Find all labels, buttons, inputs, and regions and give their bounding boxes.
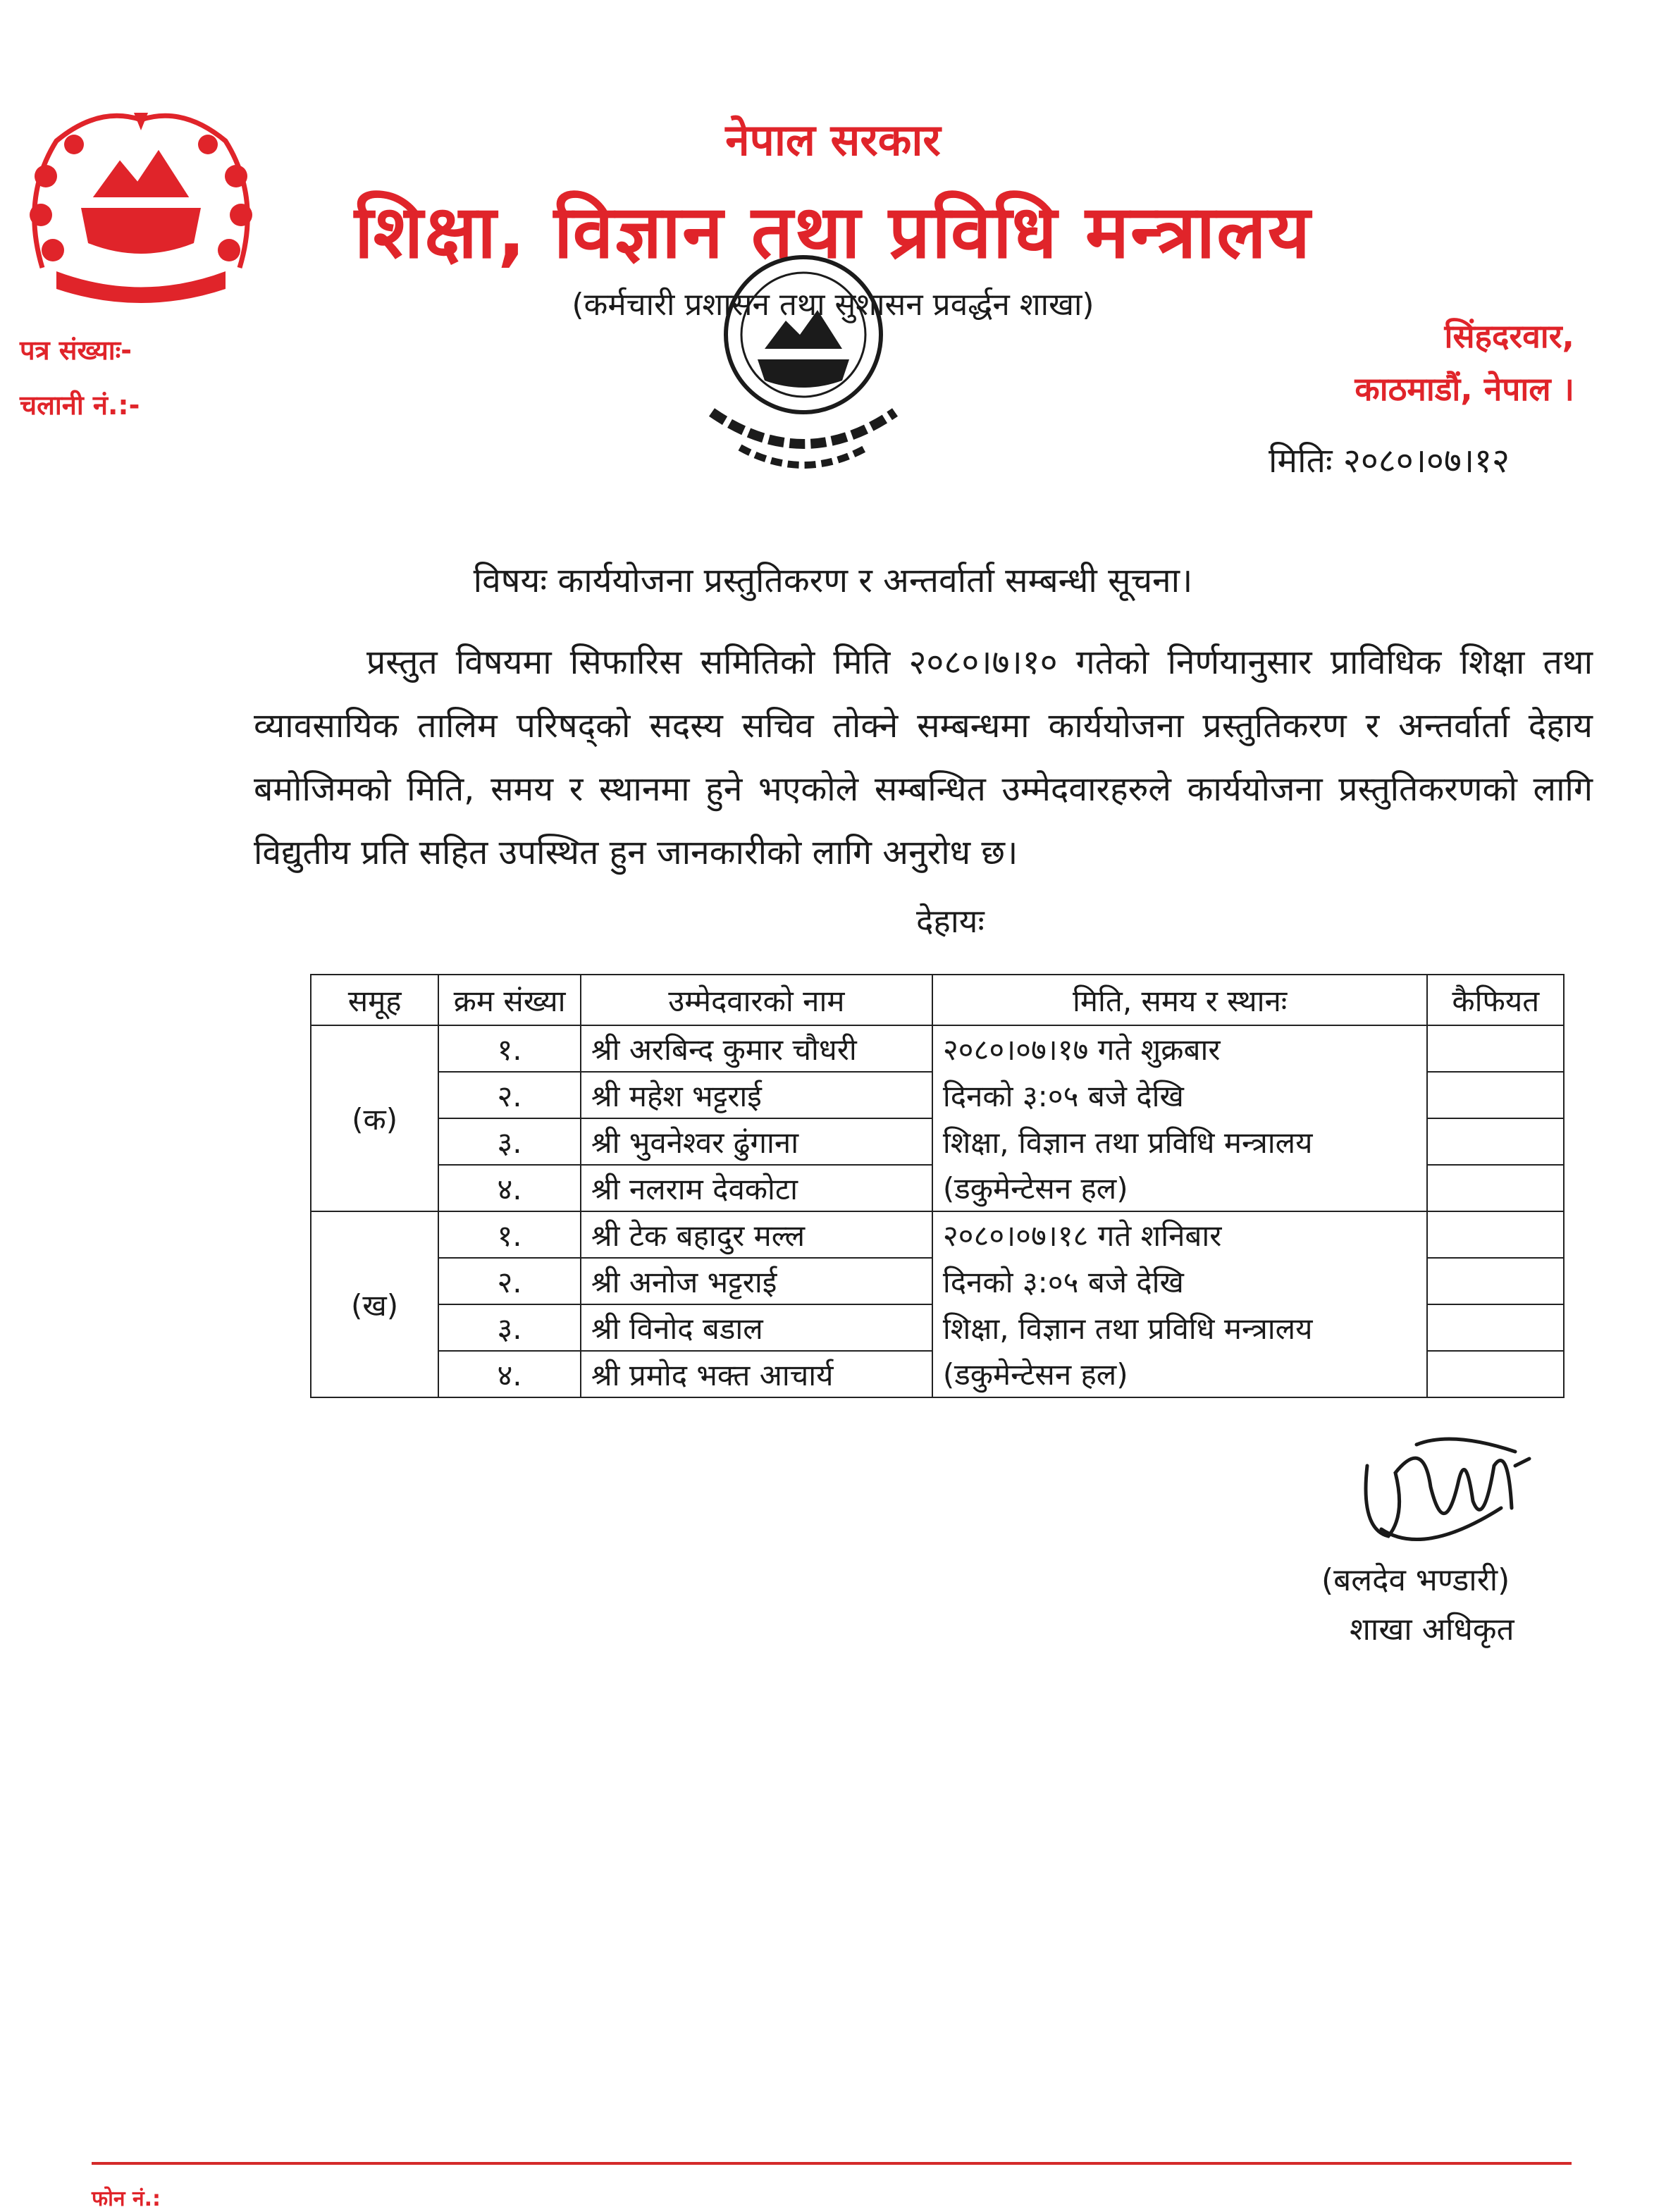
government-title: नेपाल सरकार — [725, 114, 941, 166]
candidate-name: श्री विनोद बडाल — [581, 1304, 932, 1351]
ministry-title: शिक्षा, विज्ञान तथा प्रविधि मन्त्रालय — [354, 189, 1312, 275]
address-line-2: काठमाडौं, नेपाल । — [1355, 370, 1574, 408]
signatory-name: (बलदेव भण्डारी) — [1321, 1562, 1510, 1598]
group-label: (ख) — [311, 1211, 438, 1397]
schedule-info: २०८०।०७।१७ गते शुक्रबार — [932, 1025, 1428, 1072]
remarks-cell — [1427, 1165, 1564, 1211]
schedule-info: दिनको ३:०५ बजे देखि — [932, 1258, 1428, 1304]
schedule-info: शिक्षा, विज्ञान तथा प्रविधि मन्त्रालय — [932, 1118, 1428, 1165]
serial-cell: २. — [438, 1072, 581, 1118]
serial-cell: ४. — [438, 1165, 581, 1211]
interview-schedule-table — [310, 974, 1565, 1398]
handwritten-signature — [1339, 1423, 1565, 1571]
table-row — [311, 1118, 1564, 1165]
dispatch-number-label: चलानी नं.:- — [20, 390, 140, 421]
header-date-time-venue: मिति, समय र स्थानः — [932, 975, 1428, 1025]
table-row — [311, 1165, 1564, 1211]
table-row — [311, 1072, 1564, 1118]
signatory-designation: शाखा अधिकृत — [1350, 1612, 1514, 1648]
subject-line: विषयः कार्ययोजना प्रस्तुतिकरण र अन्तर्वार्ता सम्बन्धी सूचना। — [473, 561, 1193, 600]
table-row — [311, 1351, 1564, 1397]
schedule-info: शिक्षा, विज्ञान तथा प्रविधि मन्त्रालय — [932, 1304, 1428, 1351]
footer-phone-label: फोन नं.: — [92, 2187, 161, 2211]
remarks-cell — [1427, 1025, 1564, 1072]
header-remarks: कैफियत — [1427, 975, 1564, 1025]
notice-body: प्रस्तुत विषयमा सिफारिस समितिको मिति २०८०।७।१० गतेको निर्णयानुसार प्राविधिक शिक्षा तथा व्यावसायिक तालिम परिषद्को सदस्य सचिव तोक्ने सम्बन्धमा कार्ययोजना प्रस्तुतिकरण र अन्तर्वार्ता देहाय बमोजिमको मिति, समय र स्थानमा हुने भएकोले सम्बन्धित उम्मेदवारहरुले कार्ययोजना प्रस्तुतिकरणको लागि विद्युतीय प्रति सहित उपस्थित हुन जानकारीको लागि अनुरोध छ। — [254, 643, 1593, 872]
header-candidate-name: उम्मेदवारको नाम — [581, 975, 932, 1025]
remarks-cell — [1427, 1118, 1564, 1165]
remarks-cell — [1427, 1351, 1564, 1397]
candidate-name: श्री महेश भट्टराई — [581, 1072, 932, 1118]
table-row — [311, 1025, 1564, 1072]
candidate-name: श्री अरबिन्द कुमार चौधरी — [581, 1025, 932, 1072]
candidate-name: श्री भुवनेश्वर ढुंगाना — [581, 1118, 932, 1165]
schedule-info: २०८०।०७।१८ गते शनिबार — [932, 1211, 1428, 1258]
remarks-cell — [1427, 1258, 1564, 1304]
schedule-info: (डकुमेन्टेसन हल) — [932, 1165, 1428, 1211]
header-serial: क्रम संख्या — [438, 975, 581, 1025]
letter-number-label: पत्र संख्याः- — [20, 335, 132, 366]
address-line-1: सिंहदरवार, — [1444, 317, 1574, 355]
official-stamp — [634, 243, 973, 497]
table-row — [311, 1258, 1564, 1304]
table-header-row — [311, 975, 1564, 1025]
group-label: (क) — [311, 1025, 438, 1211]
serial-cell: ३. — [438, 1118, 581, 1165]
schedule-label: देहायः — [916, 902, 985, 940]
serial-cell: ४. — [438, 1351, 581, 1397]
candidate-name: श्री अनोज भट्टराई — [581, 1258, 932, 1304]
footer-divider — [92, 2162, 1572, 2165]
letter-date: मितिः २०८०।०७।१२ — [1269, 441, 1510, 481]
schedule-info: दिनको ३:०५ बजे देखि — [932, 1072, 1428, 1118]
serial-cell: १. — [438, 1211, 581, 1258]
table-row — [311, 1304, 1564, 1351]
branch-name: (कर्मचारी प्रशासन तथा सुशासन प्रवर्द्धन शाखा) — [572, 287, 1094, 323]
candidate-name: श्री प्रमोद भक्त आचार्य — [581, 1351, 932, 1397]
schedule-info: (डकुमेन्टेसन हल) — [932, 1351, 1428, 1397]
remarks-cell — [1427, 1211, 1564, 1258]
serial-cell: २. — [438, 1258, 581, 1304]
serial-cell: १. — [438, 1025, 581, 1072]
table-row — [311, 1211, 1564, 1258]
candidate-name: श्री नलराम देवकोटा — [581, 1165, 932, 1211]
header-group: समूह — [311, 975, 438, 1025]
remarks-cell — [1427, 1304, 1564, 1351]
remarks-cell — [1427, 1072, 1564, 1118]
serial-cell: ३. — [438, 1304, 581, 1351]
candidate-name: श्री टेक बहादुर मल्ल — [581, 1211, 932, 1258]
